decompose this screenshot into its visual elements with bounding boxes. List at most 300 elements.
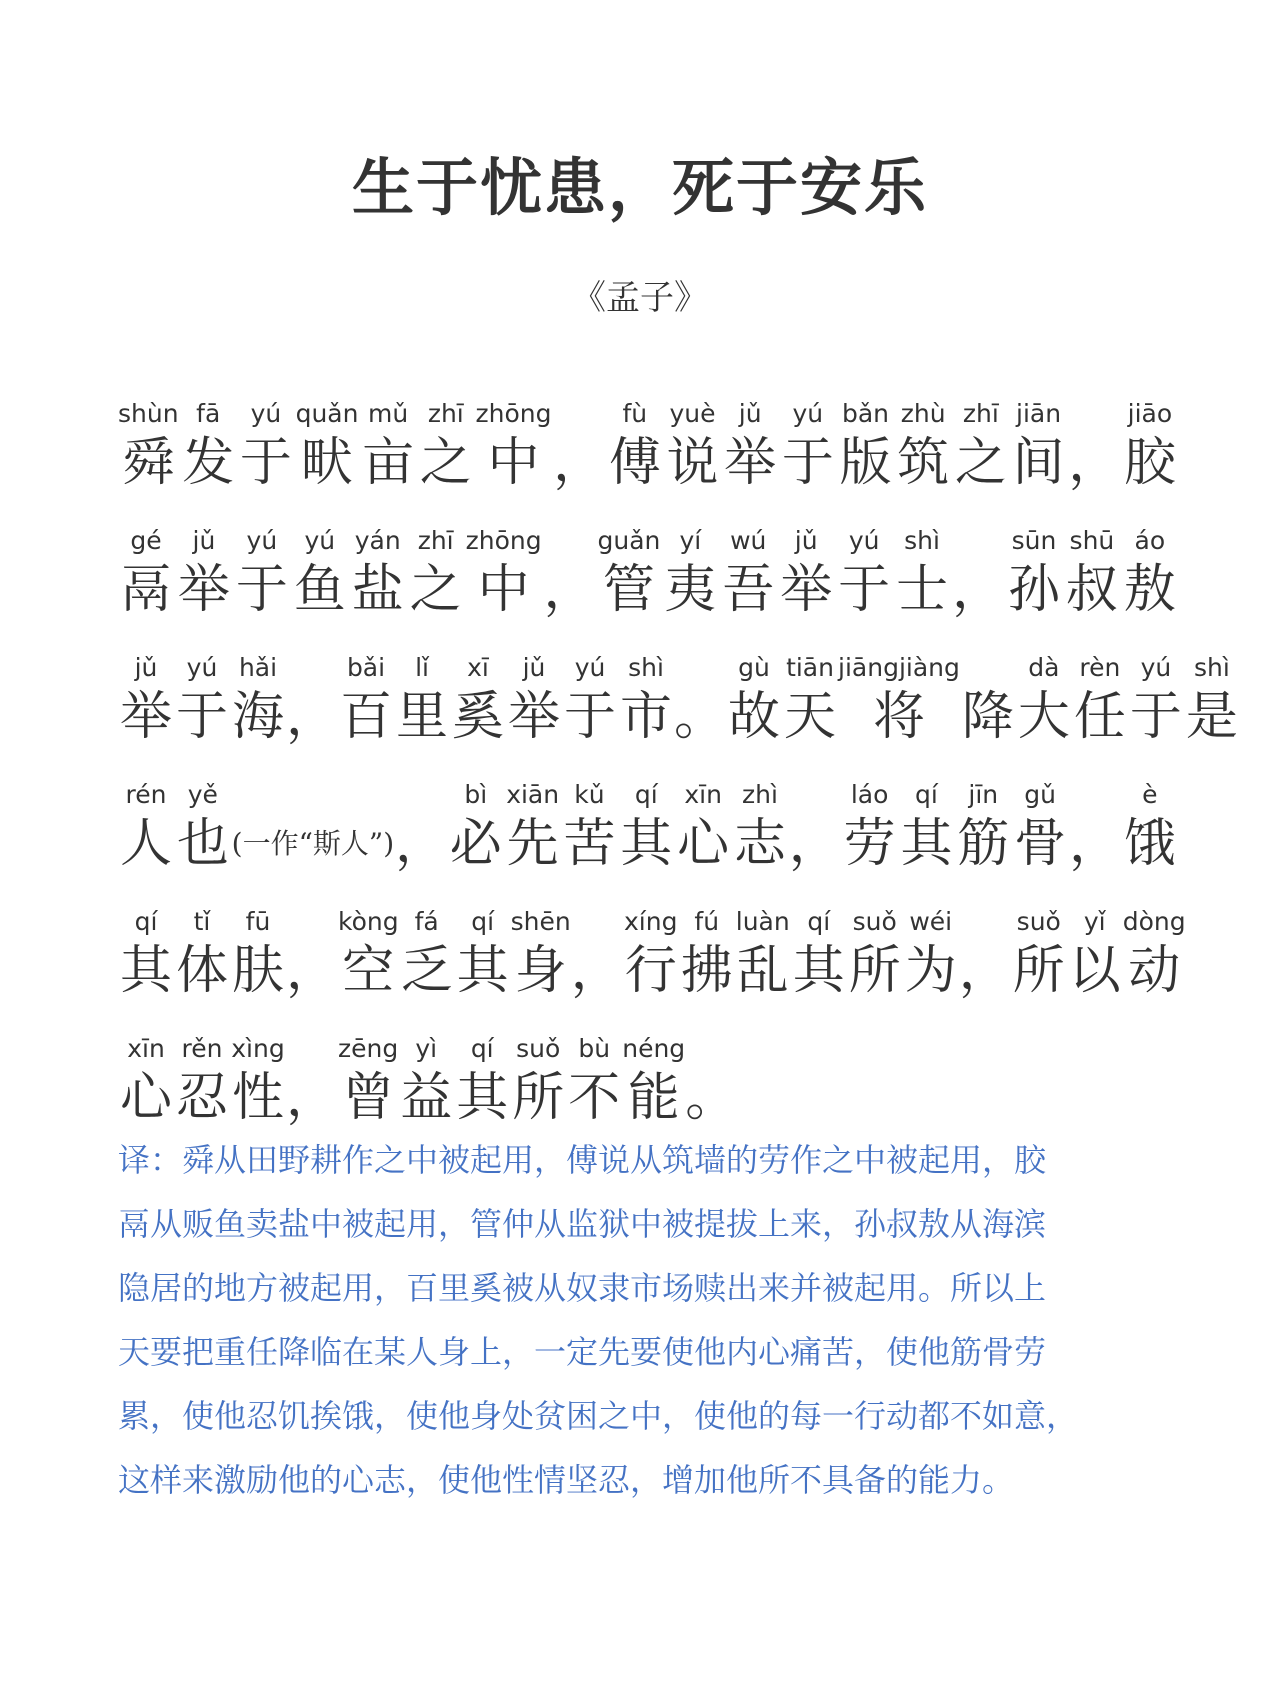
hanzi: 天	[784, 687, 837, 747]
hanzi: 饿	[1123, 814, 1176, 874]
hanzi-with-pinyin	[118, 778, 174, 876]
hanzi: 里	[396, 687, 449, 747]
hanzi: 百	[340, 687, 393, 747]
hanzi-with-pinyin	[230, 905, 286, 1003]
pinyin: xīn	[684, 780, 722, 809]
hanzi-with-pinyin	[1067, 905, 1123, 1003]
translation-line: 鬲从贩鱼卖盐中被起用，管仲从监狱中被提拔上来，孙叔敖从海滨	[118, 1205, 1047, 1243]
punctuation	[571, 905, 623, 1003]
pinyin: yǐ	[1083, 907, 1106, 936]
hanzi: 骨	[1014, 814, 1067, 874]
punctuation	[685, 1032, 737, 1130]
hanzi-with-pinyin	[836, 524, 892, 622]
pinyin	[309, 764, 317, 798]
hanzi: ，	[570, 941, 623, 1001]
pinyin: yú	[250, 399, 282, 428]
hanzi: 管	[602, 560, 655, 620]
hanzi: 空	[342, 941, 395, 1001]
pinyin: sūn	[1011, 526, 1057, 555]
hanzi-with-pinyin	[1122, 397, 1178, 495]
hanzi-with-pinyin	[894, 524, 950, 622]
pinyin: zhì	[741, 780, 778, 809]
hanzi-with-pinyin	[1123, 905, 1186, 1003]
hanzi: ，	[553, 433, 606, 493]
hanzi: 也	[176, 814, 229, 874]
hanzi: 中	[477, 560, 530, 620]
hanzi-with-pinyin	[398, 1032, 454, 1130]
hanzi-with-pinyin	[1122, 778, 1178, 876]
hanzi-with-pinyin	[1072, 651, 1128, 749]
hanzi-with-pinyin	[118, 1032, 174, 1130]
pinyin	[984, 651, 992, 685]
hanzi: 故	[728, 687, 781, 747]
pinyin: yú	[574, 653, 606, 682]
hanzi-with-pinyin	[623, 905, 679, 1003]
hanzi: 曾	[342, 1068, 395, 1128]
pinyin: rèn	[1079, 653, 1121, 682]
hanzi-with-pinyin	[338, 905, 399, 1003]
hanzi: 劳	[843, 814, 896, 874]
hanzi-with-pinyin	[174, 905, 230, 1003]
hanzi: 于	[235, 560, 288, 620]
punctuation	[395, 778, 447, 876]
hanzi-with-pinyin	[662, 524, 718, 622]
translation-line: 译：舜从田野耕作之中被起用，傅说从筑墙的劳作之中被起用，胶	[118, 1141, 1047, 1179]
pinyin: yú	[186, 653, 218, 682]
hanzi-with-pinyin	[455, 905, 511, 1003]
pinyin: xī	[467, 653, 489, 682]
hanzi-with-pinyin	[1006, 524, 1062, 622]
hanzi-with-pinyin	[234, 524, 290, 622]
pinyin: qí	[634, 780, 658, 809]
poem-line	[118, 876, 1186, 1003]
pinyin: guǎn	[597, 526, 661, 555]
pinyin: yuè	[669, 399, 716, 428]
pinyin	[981, 905, 989, 939]
hanzi: 举	[177, 560, 230, 620]
pinyin: shì	[904, 526, 940, 555]
hanzi-with-pinyin	[780, 397, 836, 495]
hanzi: ，	[1068, 433, 1121, 493]
hanzi: 心	[677, 814, 730, 874]
hanzi: ，	[286, 941, 339, 1001]
hanzi-with-pinyin	[622, 1032, 685, 1130]
hanzi: 中	[487, 433, 540, 493]
hanzi-with-pinyin	[360, 397, 416, 495]
pinyin	[707, 1032, 715, 1066]
pinyin: bì	[464, 780, 488, 809]
hanzi: 版	[839, 433, 892, 493]
poem-line	[118, 368, 1178, 495]
hanzi: 其	[792, 941, 845, 1001]
pinyin: zhī	[417, 526, 454, 555]
hanzi-with-pinyin	[1128, 651, 1184, 749]
hanzi-with-pinyin	[1011, 397, 1067, 495]
poem-line	[118, 1003, 1178, 1130]
pinyin: yú	[246, 526, 278, 555]
hanzi: 发	[182, 433, 235, 493]
hanzi-with-pinyin	[350, 524, 406, 622]
pinyin: è	[1142, 780, 1158, 809]
pinyin	[566, 524, 574, 558]
hanzi: ，	[286, 687, 339, 747]
hanzi: 大	[1017, 687, 1070, 747]
hanzi-with-pinyin	[338, 1032, 398, 1130]
hanzi: 乏	[400, 941, 453, 1001]
pinyin: xíng	[624, 907, 678, 936]
hanzi: ，	[286, 1068, 339, 1128]
pinyin: rěn	[181, 1034, 223, 1063]
hanzi: 肤	[231, 941, 284, 1001]
hanzi: 市	[620, 687, 673, 747]
pinyin: rén	[125, 780, 167, 809]
hanzi-with-pinyin	[1011, 905, 1067, 1003]
hanzi-with-pinyin	[732, 778, 788, 876]
hanzi-with-pinyin	[238, 397, 294, 495]
punctuation	[789, 778, 841, 876]
pinyin: lǐ	[415, 653, 429, 682]
pinyin: kòng	[338, 907, 399, 936]
hanzi: 心	[119, 1068, 172, 1128]
hanzi: 于	[239, 433, 292, 493]
pinyin: suǒ	[1016, 907, 1061, 936]
pinyin: bǎn	[841, 399, 890, 428]
hanzi: 。	[685, 1068, 738, 1128]
pinyin: qí	[134, 907, 158, 936]
punctuation	[959, 905, 1011, 1003]
hanzi: 于	[838, 560, 891, 620]
hanzi: 性	[231, 1068, 284, 1128]
pinyin: jiān	[1016, 399, 1062, 428]
hanzi-with-pinyin	[847, 905, 903, 1003]
pinyin: áo	[1134, 526, 1166, 555]
hanzi: ，	[543, 560, 596, 620]
punctuation	[286, 1032, 338, 1130]
pinyin: yě	[187, 780, 218, 809]
hanzi: 叔	[1065, 560, 1118, 620]
hanzi: 吾	[722, 560, 775, 620]
hanzi: 任	[1073, 687, 1126, 747]
hanzi: 为	[904, 941, 957, 1001]
hanzi-with-pinyin	[448, 778, 504, 876]
pinyin: mǔ	[368, 399, 409, 428]
hanzi-with-pinyin	[726, 651, 782, 749]
hanzi-with-pinyin	[1184, 651, 1240, 749]
hanzi-with-pinyin	[511, 905, 571, 1003]
hanzi-with-pinyin	[562, 651, 618, 749]
pinyin	[417, 778, 425, 812]
hanzi-with-pinyin	[953, 397, 1009, 495]
hanzi-with-pinyin	[1016, 651, 1072, 749]
hanzi: 举	[724, 433, 777, 493]
pinyin: luàn	[735, 907, 790, 936]
pinyin: yú	[304, 526, 336, 555]
punctuation	[952, 524, 1004, 622]
pinyin: fā	[196, 399, 221, 428]
hanzi-with-pinyin	[895, 397, 951, 495]
hanzi-with-pinyin	[174, 651, 230, 749]
hanzi: 鱼	[293, 560, 346, 620]
translation-line: 累，使他忍饥挨饿，使他身处贫困之中，使他的每一行动都不如意，	[118, 1397, 1079, 1435]
hanzi: 举	[508, 687, 561, 747]
hanzi: 奚	[452, 687, 505, 747]
hanzi-with-pinyin	[296, 397, 359, 495]
hanzi-with-pinyin	[960, 651, 1016, 749]
hanzi-with-pinyin	[174, 1032, 230, 1130]
translation-line: 隐居的地方被起用，百里奚被从奴隶市场赎出来并被起用。所以上	[118, 1269, 1047, 1307]
hanzi: 以	[1068, 941, 1121, 1001]
pinyin: yú	[1140, 653, 1172, 682]
pinyin	[575, 397, 583, 431]
hanzi-with-pinyin	[838, 651, 960, 749]
hanzi: ，	[394, 814, 447, 874]
hanzi: 筑	[897, 433, 950, 493]
hanzi: 其	[456, 941, 509, 1001]
hanzi-with-pinyin	[1012, 778, 1068, 876]
pinyin	[974, 524, 982, 558]
hanzi: 动	[1128, 941, 1181, 1001]
hanzi-with-pinyin	[475, 397, 551, 495]
pinyin	[308, 905, 316, 939]
hanzi: 孙	[1007, 560, 1060, 620]
hanzi-with-pinyin	[778, 524, 834, 622]
hanzi: 筋	[957, 814, 1010, 874]
pinyin: jīn	[968, 780, 999, 809]
hanzi-with-pinyin	[842, 778, 898, 876]
hanzi: 于	[564, 687, 617, 747]
hanzi-with-pinyin	[466, 524, 542, 622]
pinyin: xìng	[231, 1034, 285, 1063]
hanzi-with-pinyin	[1122, 524, 1178, 622]
hanzi: 拂	[680, 941, 733, 1001]
pinyin: xīn	[127, 1034, 165, 1063]
poem-line	[118, 622, 1238, 749]
hanzi: ，	[952, 560, 1005, 620]
pinyin: fá	[414, 907, 439, 936]
pinyin: gǔ	[1024, 780, 1056, 809]
hanzi: 于	[781, 433, 834, 493]
punctuation	[674, 651, 726, 749]
hanzi: 行	[624, 941, 677, 1001]
hanzi-with-pinyin	[418, 397, 474, 495]
hanzi-with-pinyin	[176, 524, 232, 622]
pinyin: qí	[807, 907, 831, 936]
hanzi: 其	[456, 1068, 509, 1128]
pinyin: fú	[694, 907, 720, 936]
pinyin: suǒ	[516, 1034, 561, 1063]
hanzi: 乱	[736, 941, 789, 1001]
hanzi: 举	[119, 687, 172, 747]
hanzi: 胶	[1123, 433, 1176, 493]
hanzi-with-pinyin	[118, 651, 174, 749]
pinyin: yì	[415, 1034, 438, 1063]
pinyin: jǔ	[192, 526, 216, 555]
hanzi: 其	[119, 941, 172, 1001]
pinyin: quǎn	[295, 399, 359, 428]
hanzi: ，	[1068, 814, 1121, 874]
hanzi-with-pinyin	[338, 651, 394, 749]
pinyin: yí	[679, 526, 702, 555]
pinyin: jǔ	[522, 653, 546, 682]
hanzi: ，	[958, 941, 1011, 1001]
author-source: 《孟子》	[572, 278, 708, 318]
pinyin: yú	[792, 399, 824, 428]
poem-line	[118, 749, 1178, 876]
hanzi: 说	[666, 433, 719, 493]
hanzi: 士	[896, 560, 949, 620]
pinyin: zēng	[338, 1034, 399, 1063]
pinyin: fū	[245, 907, 271, 936]
hanzi-with-pinyin	[561, 778, 617, 876]
pinyin	[593, 905, 601, 939]
pinyin: bǎi	[346, 653, 386, 682]
hanzi-with-pinyin	[618, 651, 674, 749]
hanzi: 畎	[301, 433, 354, 493]
pinyin: fù	[622, 399, 648, 428]
punctuation	[286, 905, 338, 1003]
hanzi: 能	[627, 1068, 680, 1128]
punctuation	[286, 651, 338, 749]
hanzi: 所	[848, 941, 901, 1001]
hanzi: 将	[872, 687, 925, 747]
hanzi: 身	[514, 941, 567, 1001]
punctuation	[544, 524, 596, 622]
hanzi-with-pinyin	[735, 905, 791, 1003]
hanzi-with-pinyin	[607, 397, 663, 495]
pinyin: shū	[1069, 526, 1115, 555]
hanzi: 其	[620, 814, 673, 874]
pinyin: wéi	[909, 907, 953, 936]
hanzi: 。	[674, 687, 727, 747]
hanzi-with-pinyin	[292, 524, 348, 622]
punctuation	[1069, 778, 1121, 876]
pinyin: jiāngjiàng	[838, 653, 960, 682]
pinyin: gé	[130, 526, 162, 555]
hanzi-with-pinyin	[838, 397, 894, 495]
translation-line: 天要把重任降临在某人身上，一定先要使他内心痛苦，使他筋骨劳	[118, 1333, 1047, 1371]
translation-line: 这样来激励他的心志，使他性情坚忍，增加他所不具备的能力。	[118, 1461, 1015, 1499]
pinyin: láo	[850, 780, 889, 809]
hanzi: 志	[733, 814, 786, 874]
pinyin: shēn	[510, 907, 571, 936]
hanzi: 其	[900, 814, 953, 874]
hanzi: 是	[1185, 687, 1238, 747]
hanzi-with-pinyin	[566, 1032, 622, 1130]
hanzi-with-pinyin	[791, 905, 847, 1003]
pinyin	[308, 651, 316, 685]
pinyin: gù	[738, 653, 770, 682]
pinyin: qí	[915, 780, 938, 809]
hanzi: 苦	[563, 814, 616, 874]
hanzi: 舜	[122, 433, 175, 493]
inline-note	[232, 764, 394, 876]
hanzi-with-pinyin	[506, 651, 562, 749]
hanzi: 必	[449, 814, 502, 874]
hanzi-with-pinyin	[394, 651, 450, 749]
hanzi: 先	[506, 814, 559, 874]
pinyin	[1091, 778, 1099, 812]
hanzi: 举	[780, 560, 833, 620]
hanzi: 之	[409, 560, 462, 620]
hanzi: 益	[400, 1068, 453, 1128]
hanzi: 之	[419, 433, 472, 493]
hanzi-with-pinyin	[175, 778, 231, 876]
hanzi: 降	[961, 687, 1014, 747]
hanzi-with-pinyin	[118, 524, 174, 622]
pinyin: zhōng	[475, 399, 552, 428]
pinyin	[696, 651, 704, 685]
pinyin: dà	[1028, 653, 1060, 682]
pinyin: shì	[628, 653, 664, 682]
pinyin	[308, 1032, 316, 1066]
pinyin: hǎi	[238, 653, 278, 682]
hanzi-with-pinyin	[408, 524, 464, 622]
hanzi: 体	[175, 941, 228, 1001]
hanzi-with-pinyin	[898, 778, 954, 876]
pinyin: dòng	[1122, 907, 1186, 936]
punctuation	[553, 397, 605, 495]
hanzi: 傅	[608, 433, 661, 493]
pinyin: jǔ	[134, 653, 158, 682]
hanzi: (一作“斯人”)	[231, 827, 395, 860]
hanzi-with-pinyin	[665, 397, 721, 495]
hanzi-with-pinyin	[118, 397, 179, 495]
pinyin: néng	[622, 1034, 686, 1063]
pinyin: suǒ	[852, 907, 897, 936]
hanzi: 所	[512, 1068, 565, 1128]
hanzi: 人	[119, 814, 172, 874]
hanzi: 不	[568, 1068, 621, 1128]
hanzi-with-pinyin	[955, 778, 1011, 876]
pinyin: jǔ	[738, 399, 762, 428]
hanzi-with-pinyin	[118, 905, 174, 1003]
hanzi-with-pinyin	[618, 778, 674, 876]
translation-block	[118, 1128, 1178, 1512]
hanzi-with-pinyin	[720, 524, 776, 622]
hanzi: 海	[231, 687, 284, 747]
pinyin: bù	[578, 1034, 611, 1063]
hanzi-with-pinyin	[1064, 524, 1120, 622]
hanzi-with-pinyin	[505, 778, 561, 876]
pinyin: wú	[730, 526, 767, 555]
pinyin: zhù	[900, 399, 946, 428]
pinyin: qí	[470, 1034, 494, 1063]
pinyin: qí	[471, 907, 495, 936]
hanzi-with-pinyin	[510, 1032, 566, 1130]
pinyin: jiāo	[1127, 399, 1173, 428]
pinyin: tiān	[786, 653, 834, 682]
pinyin: xiān	[506, 780, 560, 809]
pinyin: zhī	[427, 399, 464, 428]
hanzi-with-pinyin	[230, 651, 286, 749]
pinyin: shì	[1193, 653, 1230, 682]
hanzi-with-pinyin	[450, 651, 506, 749]
hanzi-with-pinyin	[230, 1032, 286, 1130]
hanzi-with-pinyin	[722, 397, 778, 495]
punctuation	[1068, 397, 1120, 495]
hanzi: 盐	[351, 560, 404, 620]
pinyin: zhōng	[465, 526, 542, 555]
hanzi: 所	[1012, 941, 1065, 1001]
poem-body	[118, 368, 1238, 1130]
hanzi-with-pinyin	[675, 778, 731, 876]
hanzi: 鬲	[119, 560, 172, 620]
pinyin: jǔ	[794, 526, 818, 555]
hanzi: 亩	[362, 433, 415, 493]
pinyin	[1090, 397, 1098, 431]
hanzi: 夷	[664, 560, 717, 620]
pinyin: yú	[848, 526, 880, 555]
